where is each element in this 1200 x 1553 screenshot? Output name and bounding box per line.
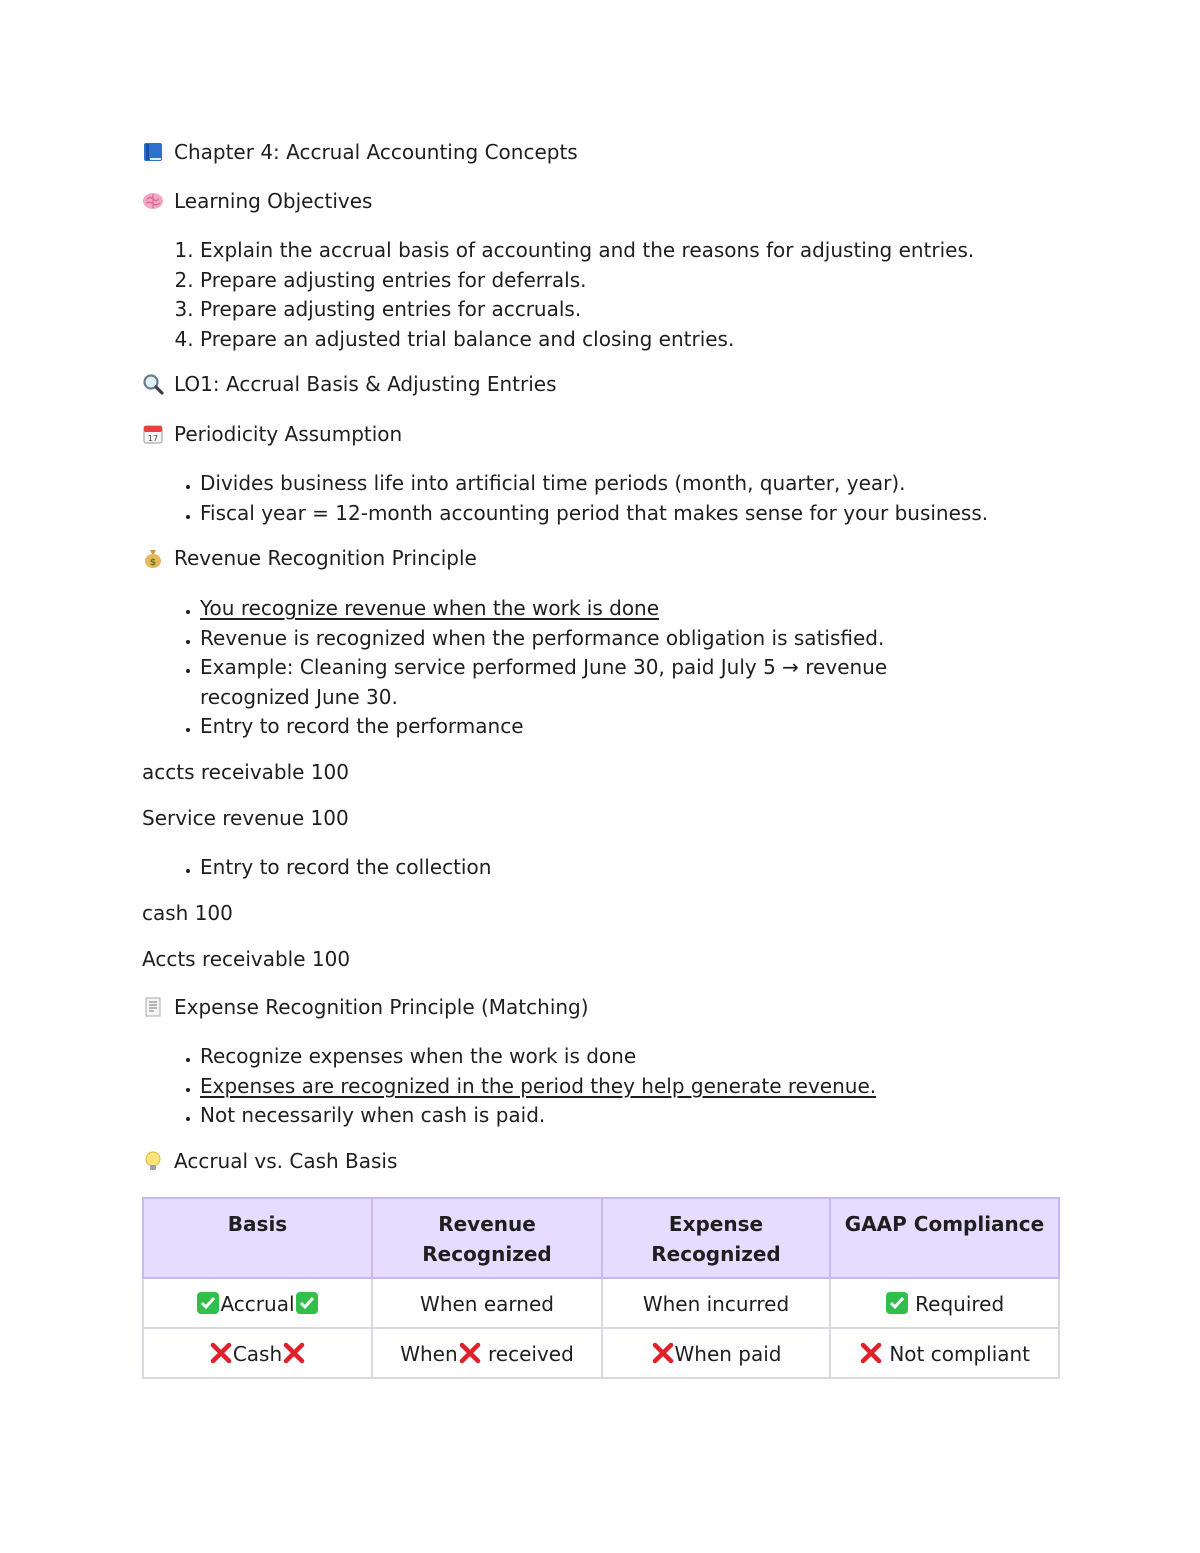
calendar-icon xyxy=(142,423,164,445)
collection-list xyxy=(142,853,491,883)
table-cell xyxy=(143,1328,372,1378)
list-item: 4. Prepare an adjusted trial balance and closing entries. xyxy=(200,325,974,355)
check-mark-icon xyxy=(295,1291,319,1315)
journal-entry-line: Service revenue 100 xyxy=(142,806,349,830)
learning-objectives-heading xyxy=(142,189,372,213)
list-item: • You recognize revenue when the work is done xyxy=(200,594,887,624)
table-header-cell: GAAP Compliance xyxy=(830,1198,1059,1278)
table-cell xyxy=(372,1328,602,1378)
lo1-title: LO1: Accrual Basis & Adjusting Entries xyxy=(174,372,557,396)
cell-text: When xyxy=(400,1342,458,1366)
list-item: • Entry to record the collection xyxy=(200,853,491,883)
table-cell: When earned xyxy=(372,1278,602,1328)
list-item-continuation: recognized June 30. xyxy=(200,684,398,709)
cross-mark-icon xyxy=(458,1341,482,1365)
table-cell xyxy=(602,1328,830,1378)
basis-label: Cash xyxy=(232,1342,283,1366)
table-cell xyxy=(830,1278,1059,1328)
revenue-heading xyxy=(142,546,477,570)
list-item: 3. Prepare adjusting entries for accruals. xyxy=(200,295,974,325)
list-item: • Not necessarily when cash is paid. xyxy=(200,1101,876,1131)
journal-entry-line: Accts receivable 100 xyxy=(142,947,351,971)
chapter-title: Chapter 4: Accrual Accounting Concepts xyxy=(174,140,578,164)
cross-mark-icon xyxy=(209,1341,233,1365)
list-item: • Revenue is recognized when the performance obligation is satisfied. xyxy=(200,624,887,654)
comparison-title: Accrual vs. Cash Basis xyxy=(174,1149,398,1173)
cross-mark-icon xyxy=(282,1341,306,1365)
periodicity-title: Periodicity Assumption xyxy=(174,422,403,446)
cross-mark-icon xyxy=(859,1341,883,1365)
list-item: 2. Prepare adjusting entries for deferrals. xyxy=(200,266,974,296)
table-row xyxy=(143,1278,1059,1328)
table-header-cell: Expense Recognized xyxy=(602,1198,830,1278)
gaap-value: Required xyxy=(915,1292,1005,1316)
periodicity-list xyxy=(142,469,988,528)
table-cell: When incurred xyxy=(602,1278,830,1328)
table-header-row xyxy=(143,1198,1059,1278)
comparison-table xyxy=(142,1197,1060,1379)
cell-text: received xyxy=(488,1342,574,1366)
objectives-list xyxy=(142,236,974,354)
list-item: • Expenses are recognized in the period they help generate revenue. xyxy=(200,1072,876,1102)
table-header-cell: Revenue Recognized xyxy=(372,1198,602,1278)
journal-entry-line: cash 100 xyxy=(142,901,233,925)
list-item: • Entry to record the performance xyxy=(200,712,887,742)
list-item: • Recognize expenses when the work is done xyxy=(200,1042,876,1072)
table-cell xyxy=(830,1328,1059,1378)
list-item: 1. Explain the accrual basis of accounting and the reasons for adjusting entries. xyxy=(200,236,974,266)
expense-list xyxy=(142,1042,876,1131)
table-header-cell: Basis xyxy=(143,1198,372,1278)
revenue-list xyxy=(142,594,887,742)
check-mark-icon xyxy=(885,1291,909,1315)
gaap-value: Not compliant xyxy=(889,1342,1031,1366)
svg-text:$: $ xyxy=(149,558,157,568)
book-icon xyxy=(142,141,164,163)
expense-heading xyxy=(142,995,589,1019)
journal-entry-line: accts receivable 100 xyxy=(142,760,349,784)
table-cell xyxy=(143,1278,372,1328)
list-item: • Divides business life into artificial time periods (month, quarter, year). xyxy=(200,469,988,499)
cell-text: When paid xyxy=(674,1342,782,1366)
list-item: • Example: Cleaning service performed June 30, paid July 5 → revenue xyxy=(200,653,887,683)
receipt-icon xyxy=(142,996,164,1018)
magnifier-icon xyxy=(142,373,164,395)
periodicity-heading xyxy=(142,422,402,446)
lightbulb-icon xyxy=(142,1150,164,1172)
revenue-title: Revenue Recognition Principle xyxy=(174,546,477,570)
basis-label: Accrual xyxy=(220,1292,295,1316)
list-item: • Fiscal year = 12-month accounting period that makes sense for your business. xyxy=(200,499,988,529)
expense-title: Expense Recognition Principle (Matching) xyxy=(174,995,589,1019)
svg-text:17: 17 xyxy=(147,434,159,443)
table-row xyxy=(143,1328,1059,1378)
money-bag-icon xyxy=(142,547,164,569)
lo1-heading xyxy=(142,372,557,396)
comparison-heading xyxy=(142,1149,397,1173)
learning-objectives-title: Learning Objectives xyxy=(174,189,373,213)
brain-icon xyxy=(142,190,164,212)
check-mark-icon xyxy=(196,1291,220,1315)
cross-mark-icon xyxy=(651,1341,675,1365)
chapter-heading xyxy=(142,140,578,164)
